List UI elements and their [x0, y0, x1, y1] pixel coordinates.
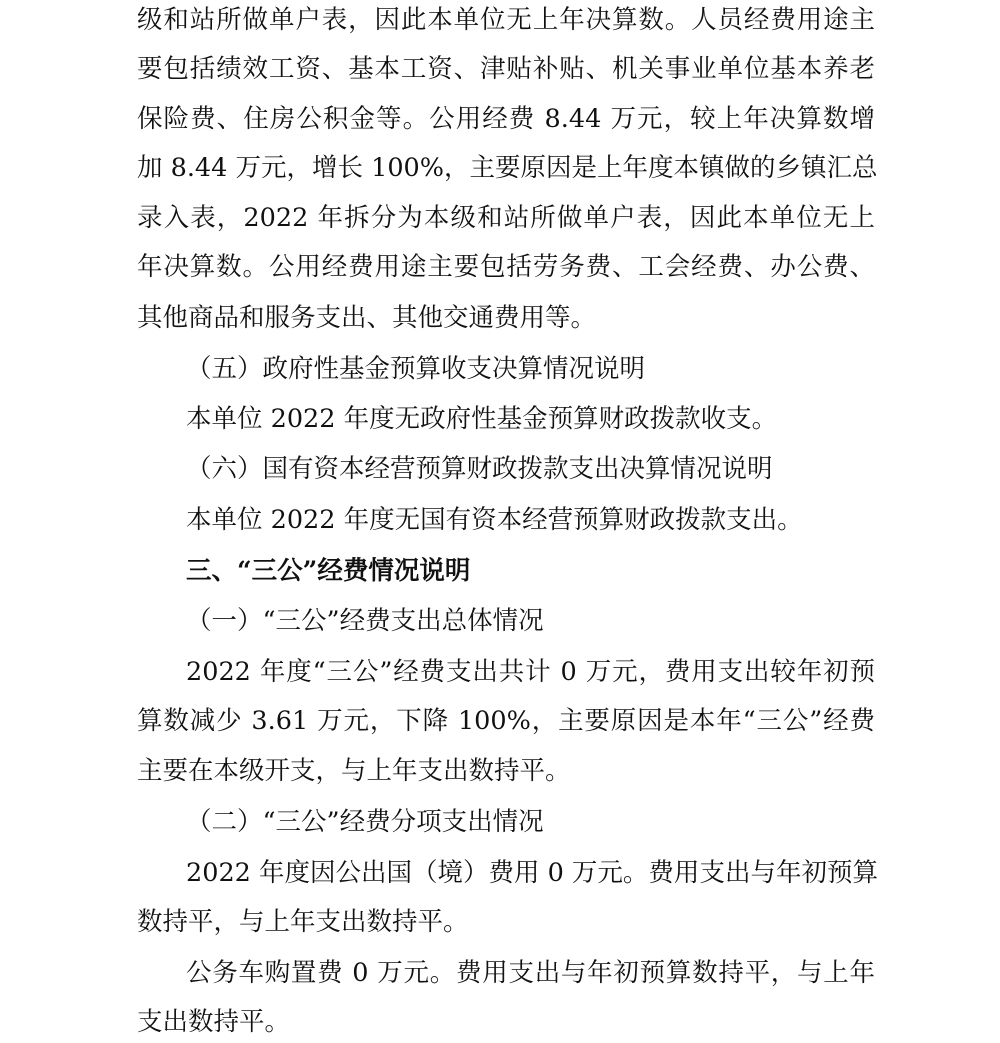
- text-line: [0, 751, 1000, 791]
- paragraph-text: 2022 年度因公出国（境）费用 0 万元。费用支出与年初预算: [186, 858, 878, 888]
- text-line: [0, 902, 1000, 942]
- subheading-1: （一）“三公”经费支出总体情况: [186, 606, 544, 636]
- subheading-line: [0, 449, 1000, 489]
- paragraph-text: 加 8.44 万元，增长 100%，主要原因是上年度本镇做的乡镇汇总: [137, 153, 878, 183]
- text-line: [0, 99, 1000, 139]
- text-line: [0, 399, 1000, 439]
- subheading-6: （六）国有资本经营预算财政拨款支出决算情况说明: [186, 454, 773, 484]
- paragraph-text: 支出数持平。: [137, 1007, 291, 1037]
- paragraph-text: 级和站所做单户表，因此本单位无上年决算数。人员经费用途主: [137, 5, 875, 35]
- text-line: [0, 298, 1000, 338]
- subheading-line: [0, 601, 1000, 641]
- paragraph-text: 主要在本级开支，与上年支出数持平。: [137, 756, 571, 786]
- text-line: [0, 247, 1000, 287]
- paragraph-text: 本单位 2022 年度无政府性基金预算财政拨款收支。: [186, 404, 778, 434]
- paragraph-text: 年决算数。公用经费用途主要包括劳务费、工会经费、办公费、: [137, 252, 875, 282]
- subheading-line: [0, 802, 1000, 842]
- text-line: [0, 1002, 1000, 1042]
- paragraph-text: 保险费、住房公积金等。公用经费 8.44 万元，较上年决算数增: [137, 104, 875, 134]
- text-line: [0, 49, 1000, 89]
- paragraph-text: 本单位 2022 年度无国有资本经营预算财政拨款支出。: [186, 505, 803, 535]
- text-line: [0, 148, 1000, 188]
- text-line: [0, 0, 1000, 40]
- text-line: [0, 198, 1000, 238]
- subheading-2: （二）“三公”经费分项支出情况: [186, 807, 544, 837]
- text-line: [0, 652, 1000, 692]
- paragraph-text: 公务车购置费 0 万元。费用支出与年初预算数持平，与上年: [186, 958, 875, 988]
- subheading-5: （五）政府性基金预算收支决算情况说明: [186, 354, 646, 384]
- text-line: [0, 853, 1000, 893]
- paragraph-text: 算数减少 3.61 万元，下降 100%，主要原因是本年“三公”经费: [137, 706, 875, 736]
- text-line: [0, 500, 1000, 540]
- paragraph-text: 数持平，与上年支出数持平。: [137, 907, 469, 937]
- paragraph-text: 要包括绩效工资、基本工资、津贴补贴、机关事业单位基本养老: [137, 54, 875, 84]
- text-line: [0, 953, 1000, 993]
- section-heading-3: 三、“三公”经费情况说明: [186, 556, 471, 586]
- paragraph-text: 2022 年度“三公”经费支出共计 0 万元，费用支出较年初预: [186, 657, 875, 687]
- paragraph-text: 其他商品和服务支出、其他交通费用等。: [137, 303, 597, 333]
- subheading-line: [0, 349, 1000, 389]
- section-heading-line: [0, 551, 1000, 591]
- paragraph-text: 录入表，2022 年拆分为本级和站所做单户表，因此本单位无上: [137, 203, 875, 233]
- text-line: [0, 701, 1000, 741]
